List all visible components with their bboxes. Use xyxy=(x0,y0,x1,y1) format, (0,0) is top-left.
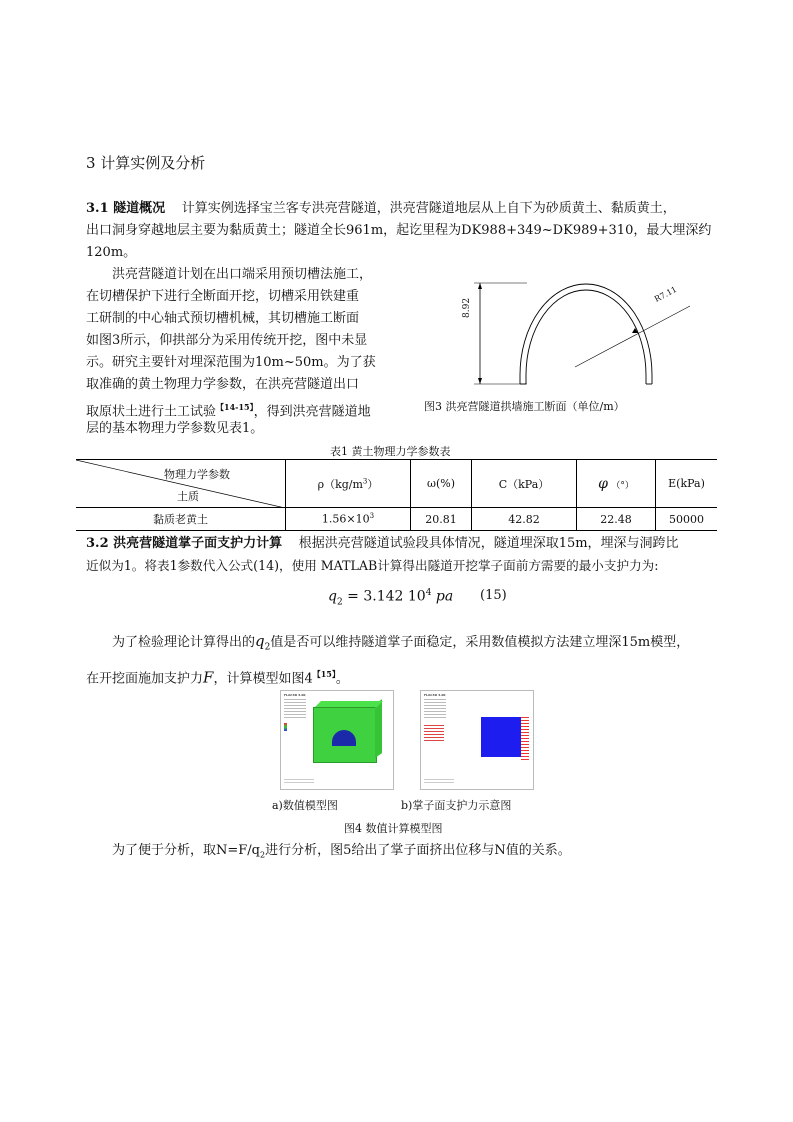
fig4a-panel-title: FLAC3D 3.00 xyxy=(284,693,306,697)
sub: 2 xyxy=(264,642,271,653)
fig4a-tunnel-face xyxy=(332,730,356,746)
para-3-1-line1 xyxy=(86,198,676,220)
equation-15 xyxy=(328,588,453,607)
text: ） xyxy=(367,477,379,491)
text: 。 xyxy=(335,671,349,687)
col-omega: ω(%) xyxy=(411,460,472,508)
para-last xyxy=(112,840,571,867)
col-rho xyxy=(286,460,411,508)
table1-title: 表1 黄土物理力学参数表 xyxy=(330,445,451,458)
eq-sub: 2 xyxy=(336,597,343,608)
fig4b-info-text xyxy=(424,699,446,719)
equation-number: (15) xyxy=(480,588,507,603)
para-left-line6: 取准确的黄土物理力学参数，在洪亮营隧道出口 xyxy=(86,377,360,392)
diag-bottom-label: 土质 xyxy=(177,490,199,503)
fig4a-mesh-side xyxy=(375,699,382,758)
col-e: E(kPa) xyxy=(668,477,705,490)
text: ρ（kg/m xyxy=(317,477,363,491)
section-title: 3 计算实例及分析 xyxy=(86,154,206,172)
fig4-caption: 图4 数值计算模型图 xyxy=(344,822,443,835)
cell-e: 50000 xyxy=(669,512,704,526)
cell-rho xyxy=(286,508,411,531)
fig3-radius-label: R7.11 xyxy=(653,284,679,304)
text: 计算实例选择宝兰客专洪亮营隧道，洪亮营隧道地层从上自下为砂质黄土、黏质黄土， xyxy=(181,201,676,216)
text: ，计算模型如图4 xyxy=(213,671,313,687)
citation: 【15】 xyxy=(312,669,336,679)
diag-top-label: 物理力学参数 xyxy=(164,468,230,481)
subsection-heading-3-2: 3.2 洪亮营隧道掌子面支护力计算 xyxy=(86,536,283,551)
sub: 2 xyxy=(260,850,266,860)
para-left-line2: 在切槽保护下进行全断面开挖，切槽采用铁建重 xyxy=(86,289,360,304)
fig4b-legend xyxy=(424,725,444,741)
fig4a-legend xyxy=(284,723,287,731)
cell-name: 黏质老黄土 xyxy=(76,508,286,531)
fig4b-caption: b)掌子面支护力示意图 xyxy=(401,799,512,812)
fig4a-panel xyxy=(280,690,394,790)
phi-symbol: φ xyxy=(598,475,608,492)
col-c: C（kPa） xyxy=(472,460,577,508)
sup: 3 xyxy=(362,476,368,485)
citation: 【14-15】 xyxy=(216,402,254,412)
fig4a-info-text xyxy=(284,699,306,719)
para-left-line1: 洪亮营隧道计划在出口端采用预切槽法施工， xyxy=(112,267,373,282)
text: 为了便于分析，取N=F/q xyxy=(112,843,260,858)
diag-header-cell xyxy=(76,460,286,508)
eq-text: = 3.142 10 xyxy=(342,588,426,605)
fig4b-support-arrows xyxy=(521,717,529,761)
text: 进行分析，图5给出了掌子面挤出位移与N值的关系。 xyxy=(265,843,571,858)
para-check-line1 xyxy=(112,630,689,659)
text: 1.56×10 xyxy=(321,512,370,526)
cell-phi: 22.48 xyxy=(577,508,656,531)
text: ，得到洪亮营隧道地 xyxy=(253,404,371,420)
var-q: q xyxy=(255,632,265,650)
fig4b-face-block xyxy=(481,717,521,757)
text: 为了检验理论计算得出的 xyxy=(112,635,256,650)
para-3-2-line1 xyxy=(86,533,679,555)
para-3-2-line2: 近似为1。将表1参数代入公式(14)，使用 MATLAB计算得出隧道开挖掌子面前方需要的最小支护力为: xyxy=(86,558,659,573)
text: 在开挖面施加支护力 xyxy=(86,671,204,687)
sup: 3 xyxy=(369,512,375,521)
text: 值是否可以维持隧道掌子面稳定，采用数值模拟方法建立埋深15m模型， xyxy=(270,635,690,650)
text: 取原状土进行土工试验 xyxy=(86,404,217,420)
fig4b-panel-title: FLAC3D 3.00 xyxy=(424,693,446,697)
text: 根据洪亮营隧道试验段具体情况，隧道埋深取15m，埋深与洞跨比 xyxy=(298,536,679,551)
var-f: F xyxy=(203,668,214,687)
fig3-arch-diagram xyxy=(452,270,702,390)
subsection-heading-3-1: 3.1 隧道概况 xyxy=(86,201,166,216)
fig4b-footer-text xyxy=(424,779,454,785)
fig3-height-label: 8.92 xyxy=(462,297,472,318)
eq-unit: pa xyxy=(431,588,454,605)
para-left-line4: 如图3所示，仰拱部分为采用传统开挖，图中未显 xyxy=(86,333,368,348)
cell-c: 42.82 xyxy=(472,508,577,531)
para-check-line2 xyxy=(86,663,349,690)
table1 xyxy=(76,459,717,531)
para-left-line8: 层的基本物理力学参数见表1。 xyxy=(86,421,264,436)
text: （°） xyxy=(611,480,634,491)
eq-exp: 4 xyxy=(425,588,432,598)
para-3-1-line3: 120m。 xyxy=(86,245,137,260)
para-3-1-line2: 出口洞身穿越地层主要为黏质黄土；隧道全长961m，起讫里程为DK988+349~DK989+310，最大埋深约 xyxy=(86,223,712,238)
para-left-line5: 示。研究主要针对埋深范围为10m~50m。为了获 xyxy=(86,355,376,370)
fig3-caption: 图3 洪亮营隧道拱墙施工断面（单位/m） xyxy=(424,400,625,413)
eq-var: q xyxy=(328,588,337,605)
fig4a-mesh-block xyxy=(313,707,377,763)
table-header-row xyxy=(76,460,717,508)
fig4a-mesh-top xyxy=(315,701,383,707)
table-row xyxy=(76,508,717,531)
cell-omega: 20.81 xyxy=(411,508,472,531)
col-phi xyxy=(577,460,656,508)
fig4a-footer-text xyxy=(284,779,314,785)
para-left-line3: 工研制的中心轴式预切槽机械，其切槽施工断面 xyxy=(86,311,360,326)
fig4b-panel xyxy=(420,690,534,790)
fig4a-caption: a)数值模型图 xyxy=(272,799,338,812)
